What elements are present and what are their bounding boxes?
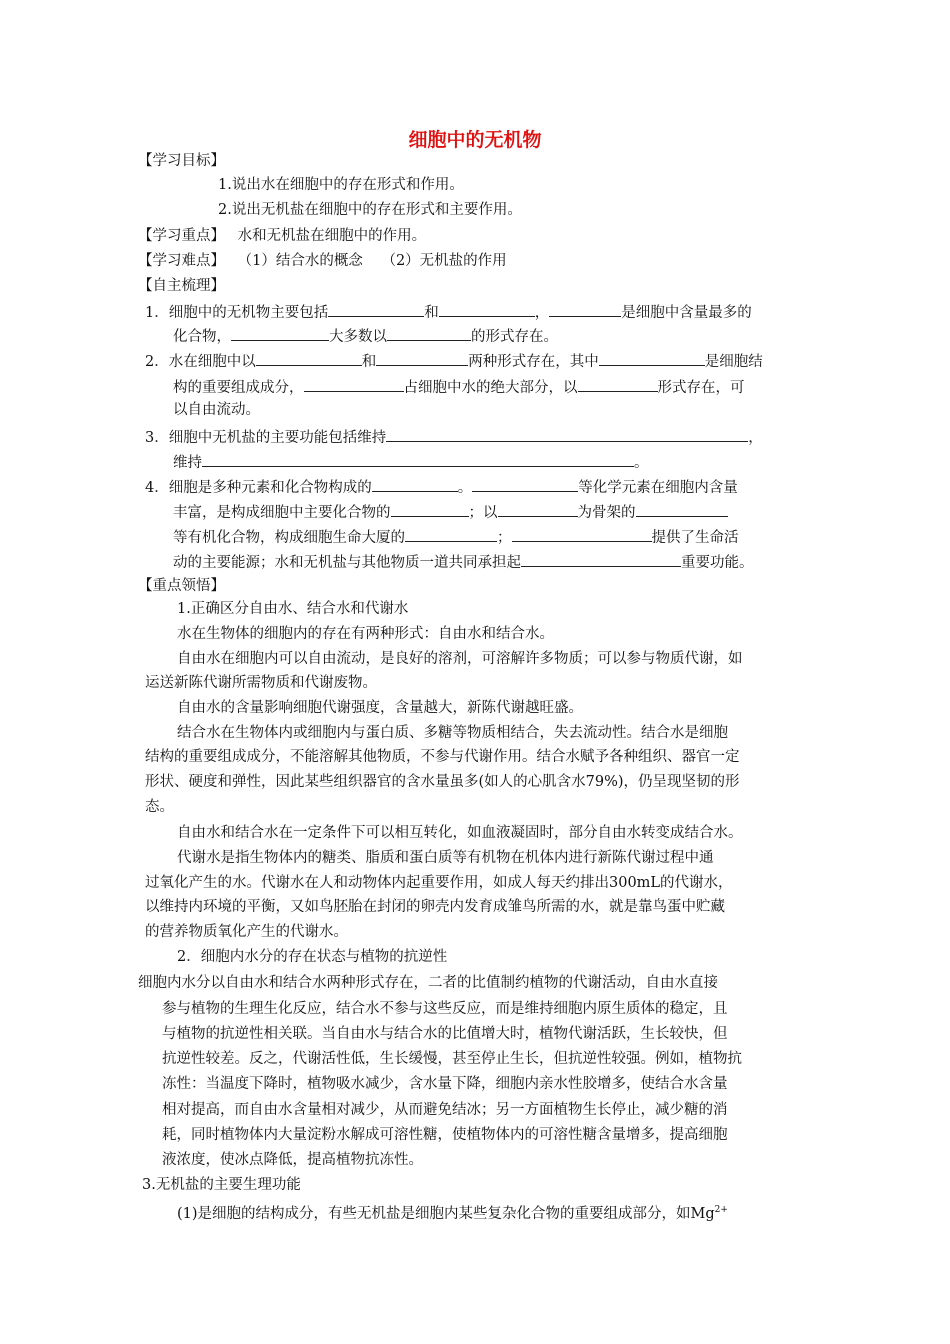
paragraph-line: 过氧化产生的水。代谢水在人和动物体内起重要作用，如成人每天约排出300mL的代谢水， bbox=[145, 875, 733, 891]
question-2-line-3: 以自由流动。 bbox=[173, 402, 260, 418]
difficulty-item: （1）结合水的概念 bbox=[237, 253, 363, 269]
answer-blank[interactable] bbox=[387, 324, 471, 341]
paragraph-line: 形状、硬度和弹性，因此某些组织器官的含水量虽多(如人的心肌含水79%)，仍呈现坚韧的形 bbox=[145, 774, 740, 790]
answer-blank[interactable] bbox=[304, 375, 404, 392]
question-4-line-1: 4．细胞是多种元素和化合物构成的 。 等化学元素在细胞内含量 bbox=[145, 475, 738, 499]
answer-blank[interactable] bbox=[439, 300, 535, 317]
answer-blank[interactable] bbox=[636, 500, 728, 517]
paragraph-line: 耗，同时植物体内大量淀粉水解成可溶性糖，使植物体内的可溶性糖含量增多，提高细胞 bbox=[162, 1127, 728, 1143]
paragraph-line: 相对提高，而自由水含量相对减少，从而避免结冰；另一方面植物生长停止，减少糖的消 bbox=[162, 1102, 728, 1118]
paragraph-line: 细胞内水分以自由水和结合水两种形式存在，二者的比值制约植物的代谢活动，自由水直接 bbox=[138, 975, 718, 991]
paragraph-line: 结构的重要组成成分，不能溶解其他物质，不参与代谢作用。结合水赋予各种组织、器官一定 bbox=[145, 749, 740, 765]
section-1-title: 1.正确区分自由水、结合水和代谢水 bbox=[177, 601, 409, 617]
goal-item: 1.说出水在细胞中的存在形式和作用。 bbox=[218, 177, 464, 193]
answer-blank[interactable] bbox=[405, 525, 497, 542]
difficulty-item: （2）无机盐的作用 bbox=[381, 253, 507, 269]
paragraph-line: 水在生物体的细胞内的存在有两种形式：自由水和结合水。 bbox=[177, 626, 554, 642]
answer-blank[interactable] bbox=[376, 349, 468, 366]
key-point-label: 【学习重点】 bbox=[138, 228, 225, 244]
answer-blank[interactable] bbox=[372, 475, 458, 492]
key-insight-heading: 【重点领悟】 bbox=[138, 578, 225, 594]
paragraph-line: 冻性：当温度下降时，植物吸水减少，含水量下降，细胞内亲水性胶增多，使结合水含量 bbox=[162, 1076, 728, 1092]
question-1-line-1: 1．细胞中的无机物主要包括 和 ， 是细胞中含量最多的 bbox=[145, 300, 752, 324]
paragraph-line: 代谢水是指生物体内的糖类、脂质和蛋白质等有机物在机体内进行新陈代谢过程中通 bbox=[177, 850, 714, 866]
question-2-line-1: 2．水在细胞中以 和 两种形式存在，其中 是细胞结 bbox=[145, 349, 763, 373]
paragraph-line: 自由水在细胞内可以自由流动，是良好的溶剂，可溶解许多物质；可以参与物质代谢，如 bbox=[177, 651, 743, 667]
paragraph-line: 结合水在生物体内或细胞内与蛋白质、多糖等物质相结合，失去流动性。结合水是细胞 bbox=[177, 725, 728, 741]
key-point-text: 水和无机盐在细胞中的作用。 bbox=[237, 228, 427, 244]
question-2-line-2: 构的重要组成成分， 占细胞中水的绝大部分，以 形式存在，可 bbox=[173, 375, 745, 399]
section-2-title: 2．细胞内水分的存在状态与植物的抗逆性 bbox=[177, 949, 448, 965]
question-4-line-2: 丰富，是构成细胞中主要化合物的 ；以 为骨架的 bbox=[173, 500, 728, 524]
paragraph-line: 参与植物的生理生化反应，结合水不参与这些反应，而是维持细胞内原生质体的稳定，且 bbox=[162, 1001, 728, 1017]
answer-blank[interactable] bbox=[391, 500, 469, 517]
answer-blank[interactable] bbox=[549, 300, 621, 317]
superscript: 2+ bbox=[714, 1205, 728, 1215]
answer-blank[interactable] bbox=[521, 550, 681, 567]
answer-blank[interactable] bbox=[386, 425, 748, 442]
document-title: 细胞中的无机物 bbox=[408, 129, 542, 151]
answer-blank[interactable] bbox=[512, 525, 652, 542]
answer-blank[interactable] bbox=[498, 500, 578, 517]
answer-blank[interactable] bbox=[256, 349, 362, 366]
question-4-line-4: 动的主要能源；水和无机盐与其他物质一道共同承担起 重要功能。 bbox=[173, 550, 754, 574]
paragraph-line: 自由水的含量影响细胞代谢强度，含量越大，新陈代谢越旺盛。 bbox=[177, 700, 583, 716]
difficulty-line bbox=[138, 250, 507, 272]
answer-blank[interactable] bbox=[599, 349, 705, 366]
question-1-line-2: 化合物， 大多数以 的形式存在。 bbox=[173, 324, 558, 348]
paragraph-line: (1)是细胞的结构成分，有些无机盐是细胞内某些复杂化合物的重要组成部分，如$Mg^{2+}$ bbox=[177, 1205, 728, 1222]
paragraph-line: 抗逆性较差。反之，代谢活性低，生长缓慢，甚至停止生长，但抗逆性较强。例如，植物抗 bbox=[162, 1051, 742, 1067]
paragraph-line: 与植物的抗逆性相关联。当自由水与结合水的比值增大时，植物代谢活跃，生长较快，但 bbox=[162, 1026, 728, 1042]
answer-blank[interactable] bbox=[472, 475, 578, 492]
paragraph-line: 液浓度，使冰点降低，提高植物抗冻性。 bbox=[162, 1152, 423, 1168]
difficulty-label: 【学习难点】 bbox=[138, 253, 225, 269]
paragraph-line: 以维持内环境的平衡，又如鸟胚胎在封闭的卵壳内发育成雏鸟所需的水，就是靠鸟蛋中贮藏 bbox=[145, 899, 725, 915]
answer-blank[interactable] bbox=[202, 450, 634, 467]
goals-heading: 【学习目标】 bbox=[138, 153, 225, 169]
paragraph-line: 态。 bbox=[145, 799, 174, 815]
paragraph-line: 自由水和结合水在一定条件下可以相互转化，如血液凝固时，部分自由水转变成结合水。 bbox=[177, 825, 743, 841]
paragraph-line: 的营养物质氧化产生的代谢水。 bbox=[145, 924, 348, 940]
answer-blank[interactable] bbox=[578, 375, 658, 392]
key-point-line bbox=[138, 225, 426, 247]
goal-item: 2.说出无机盐在细胞中的存在形式和主要作用。 bbox=[218, 202, 522, 218]
self-study-heading: 【自主梳理】 bbox=[138, 278, 225, 294]
paragraph-line: 运送新陈代谢所需物质和代谢废物。 bbox=[145, 675, 377, 691]
answer-blank[interactable] bbox=[328, 300, 424, 317]
question-4-line-3: 等有机化合物，构成细胞生命大厦的 ； 提供了生命活 bbox=[173, 525, 739, 549]
question-3-line-1: 3．细胞中无机盐的主要功能包括维持 ， bbox=[145, 425, 763, 449]
question-3-line-2: 维持 。 bbox=[173, 450, 649, 474]
answer-blank[interactable] bbox=[231, 324, 329, 341]
section-3-title: 3.无机盐的主要生理功能 bbox=[142, 1177, 301, 1193]
